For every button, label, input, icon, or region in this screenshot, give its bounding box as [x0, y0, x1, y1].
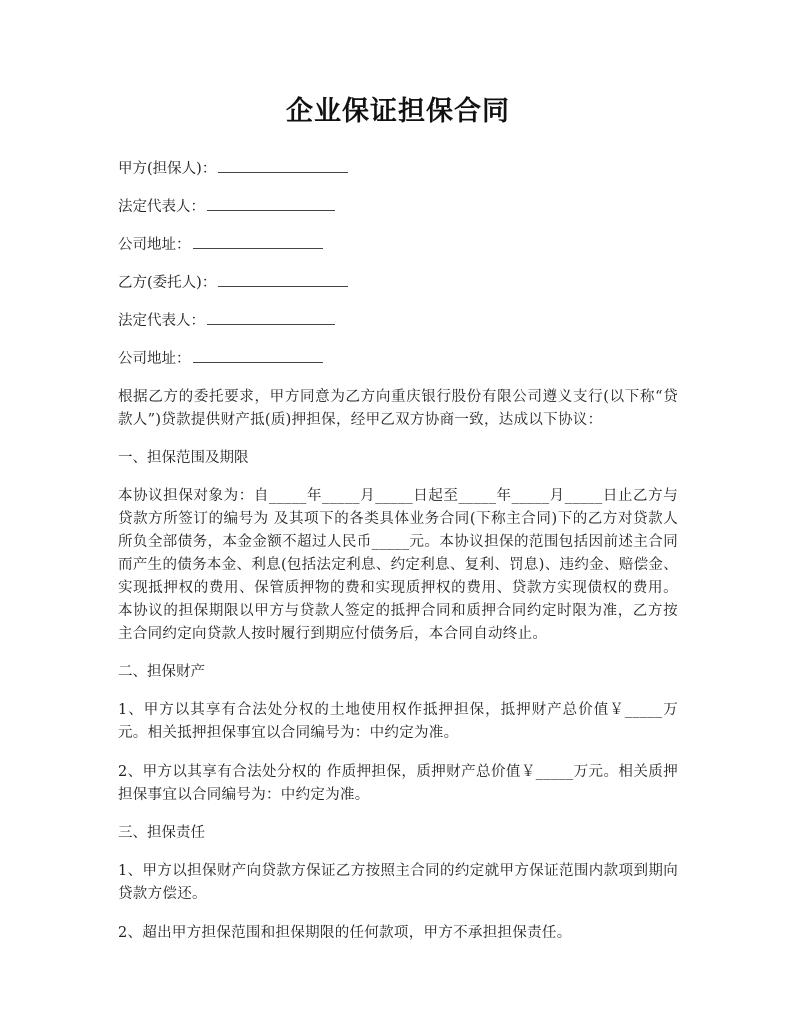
- party-b-client-blank: [218, 272, 348, 287]
- section-paragraph: 2、超出甲方担保范围和担保期限的任何款项，甲方不承担担保责任。: [118, 925, 572, 941]
- party-b-address-blank: [193, 348, 323, 363]
- party-b-legal-rep-label: 法定代表人：: [118, 313, 205, 329]
- party-a-legal-rep-field: [118, 196, 678, 217]
- section-heading: 一、担保范围及期限: [118, 450, 249, 466]
- document-title: 企业保证担保合同: [286, 96, 510, 127]
- party-a-guarantor-label: 甲方(担保人)：: [118, 161, 217, 177]
- party-b-legal-rep-blank: [207, 310, 335, 325]
- section-paragraph: 1、甲方以担保财产向贷款方保证乙方按照主合同的约定就甲方保证范围内款项到期向贷款方偿还。: [118, 863, 678, 902]
- party-a-address-label: 公司地址：: [118, 237, 191, 253]
- party-b-client-label: 乙方(委托人)：: [118, 275, 217, 291]
- party-a-guarantor-blank: [218, 158, 348, 173]
- section-heading: 三、担保责任: [118, 825, 205, 841]
- party-a-address-blank: [193, 234, 323, 249]
- party-a-legal-rep-label: 法定代表人：: [118, 199, 205, 215]
- party-a-legal-rep-blank: [207, 196, 335, 211]
- party-b-address-field: [118, 348, 678, 369]
- section-heading: 二、担保财产: [118, 664, 205, 680]
- section-paragraph: 本协议担保对象为：自_____年_____月_____日起至_____年_____月_____日止乙方与贷款方所签订的编号为 及其项下的各类具体业务合同(下称主合同)下的乙方对贷款人所负全部债务，本金金额不超过人民币_____元。本协议担保的范围包括因前述主合同而产生的债务本金、利息(包括法定利息、约定利息、复利、罚息)、违约金、赔偿金、实现抵押权的费用、保管质押物的费和实现质押权的费用、贷款方实现债权的费用。本协议的担保期限以甲方与贷款人签定的抵押合同和质押合同约定时限为准，乙方按主合同约定向贷款人按时履行到期应付债务后，本合同自动终止。: [118, 488, 678, 642]
- party-a-guarantor-field: [118, 158, 678, 179]
- party-a-address-field: [118, 234, 678, 255]
- party-b-address-label: 公司地址：: [118, 351, 191, 367]
- party-info-block: [118, 158, 678, 369]
- intro-paragraph: 根据乙方的委托要求，甲方同意为乙方向重庆银行股份有限公司遵义支行(以下称“贷款人”)贷款提供财产抵(质)押担保，经甲乙双方协商一致，达成以下协议：: [118, 389, 678, 428]
- section-paragraph: 1、甲方以其享有合法处分权的土地使用权作抵押担保，抵押财产总价值￥_____万元。相关抵押担保事宜以合同编号为：中约定为准。: [118, 702, 678, 741]
- section-paragraph: 2、甲方以其享有合法处分权的 作质押担保，质押财产总价值￥_____万元。相关质押担保事宜以合同编号为：中约定为准。: [118, 764, 678, 803]
- party-b-client-field: [118, 272, 678, 293]
- party-b-legal-rep-field: [118, 310, 678, 331]
- section-guarantee-property: [118, 662, 678, 807]
- section-guarantee-liability: [118, 823, 678, 945]
- section-scope-period: [118, 448, 678, 646]
